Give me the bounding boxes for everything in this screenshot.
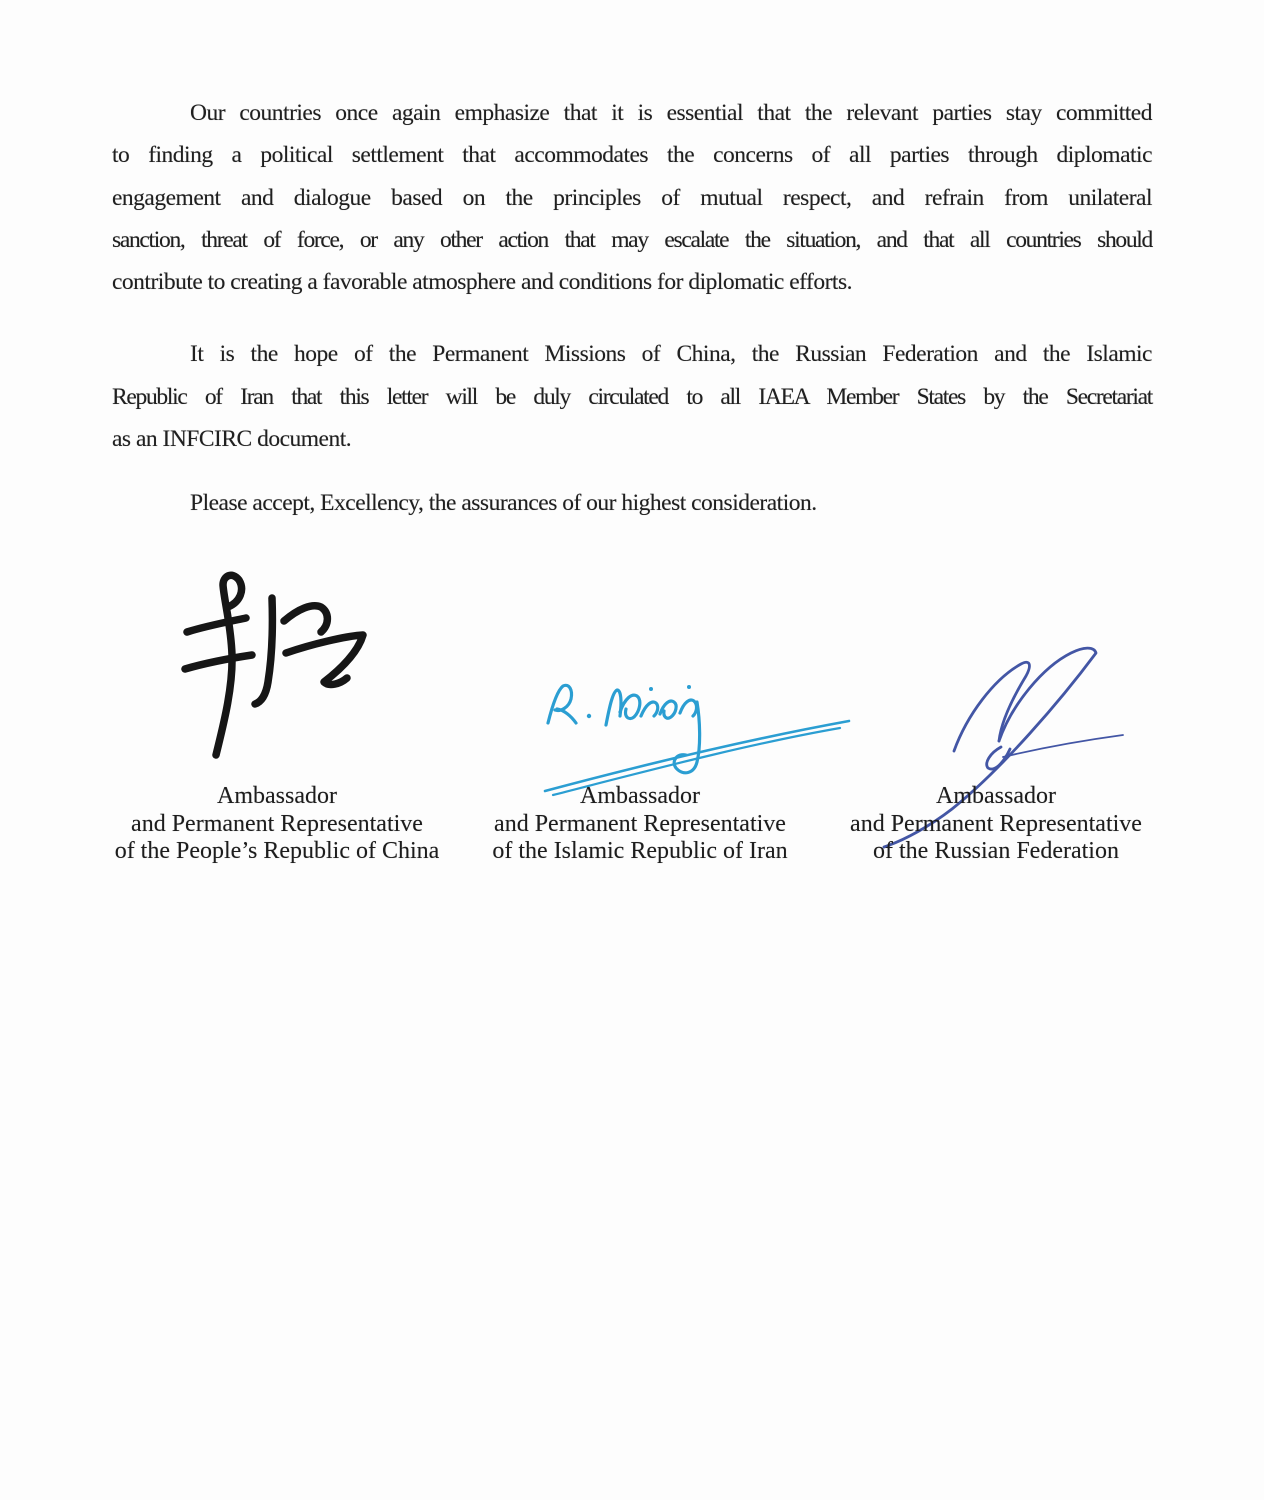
body-text-line: It is the hope of the Permanent Missions of China, the Russian Federation and the Islamic	[190, 341, 1152, 368]
ambassador-title: Ambassador	[936, 783, 1056, 809]
country-line: of the Russian Federation	[873, 838, 1119, 864]
paragraph	[112, 482, 1152, 524]
body-text-line: Our countries once again emphasize that it is essential that the relevant parties stay committed	[190, 100, 1152, 126]
country-line: of the People’s Republic of China	[114, 838, 440, 864]
body-text-line: to finding a political settlement that accommodates the concerns of all parties through diplomatic	[112, 142, 1152, 169]
body-text-line: sanction, threat of force, or any other action that may escalate the situation, and that all countries should	[112, 226, 1152, 253]
paragraph	[112, 92, 1152, 303]
ambassador-title: Ambassador	[580, 783, 700, 809]
representative-line: and Permanent Representative	[131, 810, 423, 837]
letter-body	[112, 92, 1152, 525]
iran-handwritten-signature	[545, 685, 849, 795]
country-line: of the Islamic Republic of Iran	[492, 838, 788, 864]
signature-block-china	[97, 783, 457, 866]
paragraph	[112, 333, 1152, 460]
body-text-line: Republic of Iran that this letter will be duly circulated to all IAEA Member States by the Secretariat	[112, 383, 1152, 410]
body-text-line: Please accept, Excellency, the assurances of our highest consideration.	[190, 490, 817, 517]
body-text-line: contribute to creating a favorable atmosphere and conditions for diplomatic efforts.	[112, 269, 852, 296]
representative-line: and Permanent Representative	[850, 810, 1142, 837]
body-text-line: as an INFCIRC document.	[112, 426, 352, 453]
representative-line: and Permanent Representative	[494, 810, 786, 837]
signature-block-russia	[836, 783, 1156, 866]
china-handwritten-signature	[185, 575, 363, 755]
signature-block-iran	[475, 783, 805, 866]
body-text-line: engagement and dialogue based on the principles of mutual respect, and refrain from unilateral	[112, 184, 1152, 211]
ambassador-title: Ambassador	[217, 783, 337, 809]
